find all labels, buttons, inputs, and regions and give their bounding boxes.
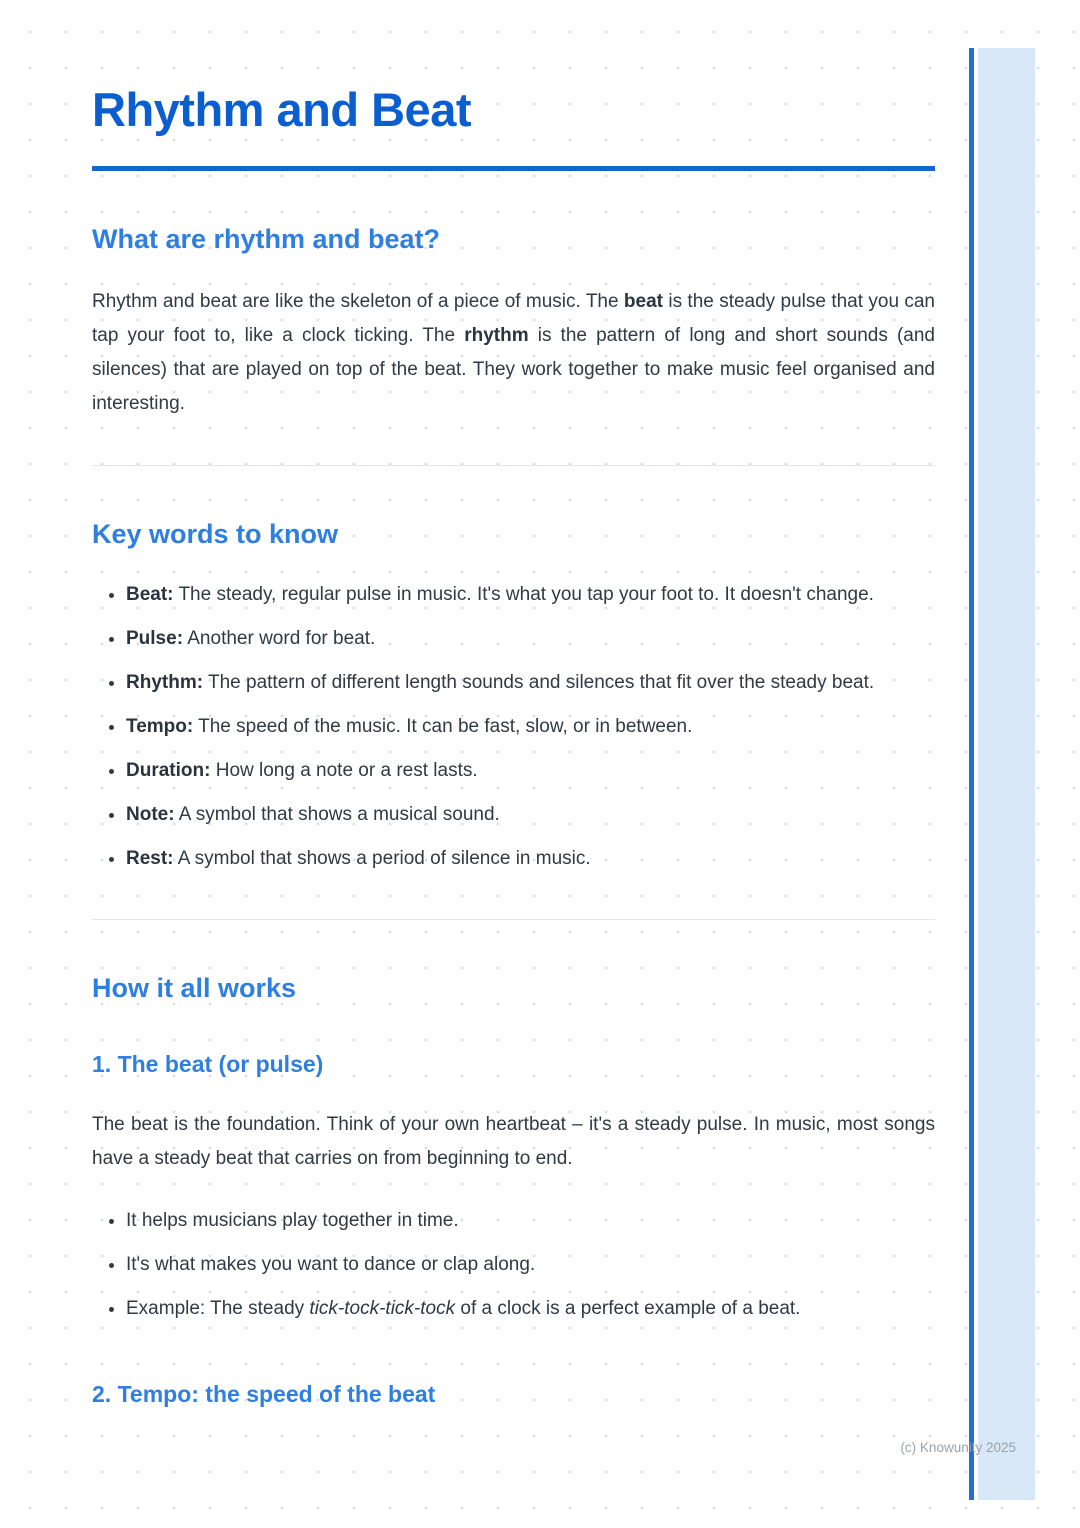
list-item: • Rest: A symbol that shows a period of silence in music. — [126, 842, 935, 875]
section-heading-intro: What are rhythm and beat? — [92, 223, 441, 254]
beat-paragraph: The beat is the foundation. Think of your own heartbeat – it's a steady pulse. In music, most songs have a steady beat that carries on from beginning to end. — [92, 1114, 935, 1170]
subsection-heading-tempo: 2. Tempo: the speed of the beat — [92, 1381, 436, 1408]
beat-list — [92, 1204, 935, 1325]
section-divider — [92, 465, 935, 466]
keywords-list — [92, 578, 935, 875]
list-item: • Example: The steady tick-tock-tick-tock of a clock is a perfect example of a beat. — [126, 1292, 935, 1325]
title-underline-rule — [92, 166, 935, 171]
section-heading-how-it-works: How it all works — [92, 973, 297, 1004]
list-item: • Rhythm: The pattern of different length sounds and silences that fit over the steady beat. — [126, 666, 935, 699]
watermark-text: (c) Knowunity 2025 — [900, 1440, 1016, 1455]
list-item: • It helps musicians play together in time. — [126, 1204, 935, 1237]
section-divider — [92, 919, 935, 920]
section-heading-keywords: Key words to know — [92, 519, 339, 550]
list-item: • Note: A symbol that shows a musical sound. — [126, 798, 935, 831]
list-item: • It's what makes you want to dance or clap along. — [126, 1248, 935, 1281]
list-item: • Duration: How long a note or a rest lasts. — [126, 754, 935, 787]
list-item: • Tempo: The speed of the music. It can be fast, slow, or in between. — [126, 710, 935, 743]
list-item: • Beat: The steady, regular pulse in music. It's what you tap your foot to. It doesn't change. — [126, 578, 935, 611]
subsection-heading-beat: 1. The beat (or pulse) — [92, 1050, 324, 1077]
list-item: • Pulse: Another word for beat. — [126, 622, 935, 655]
page-title: Rhythm and Beat — [92, 83, 471, 136]
intro-paragraph: Rhythm and beat are like the skeleton of a piece of music. The beat is the steady pulse that you can tap your foot to, like a clock ticking. The rhythm is the pattern of long and short sounds (and silences) that are played on top of the beat. They work together to make music feel organised and interesting. — [92, 291, 935, 415]
